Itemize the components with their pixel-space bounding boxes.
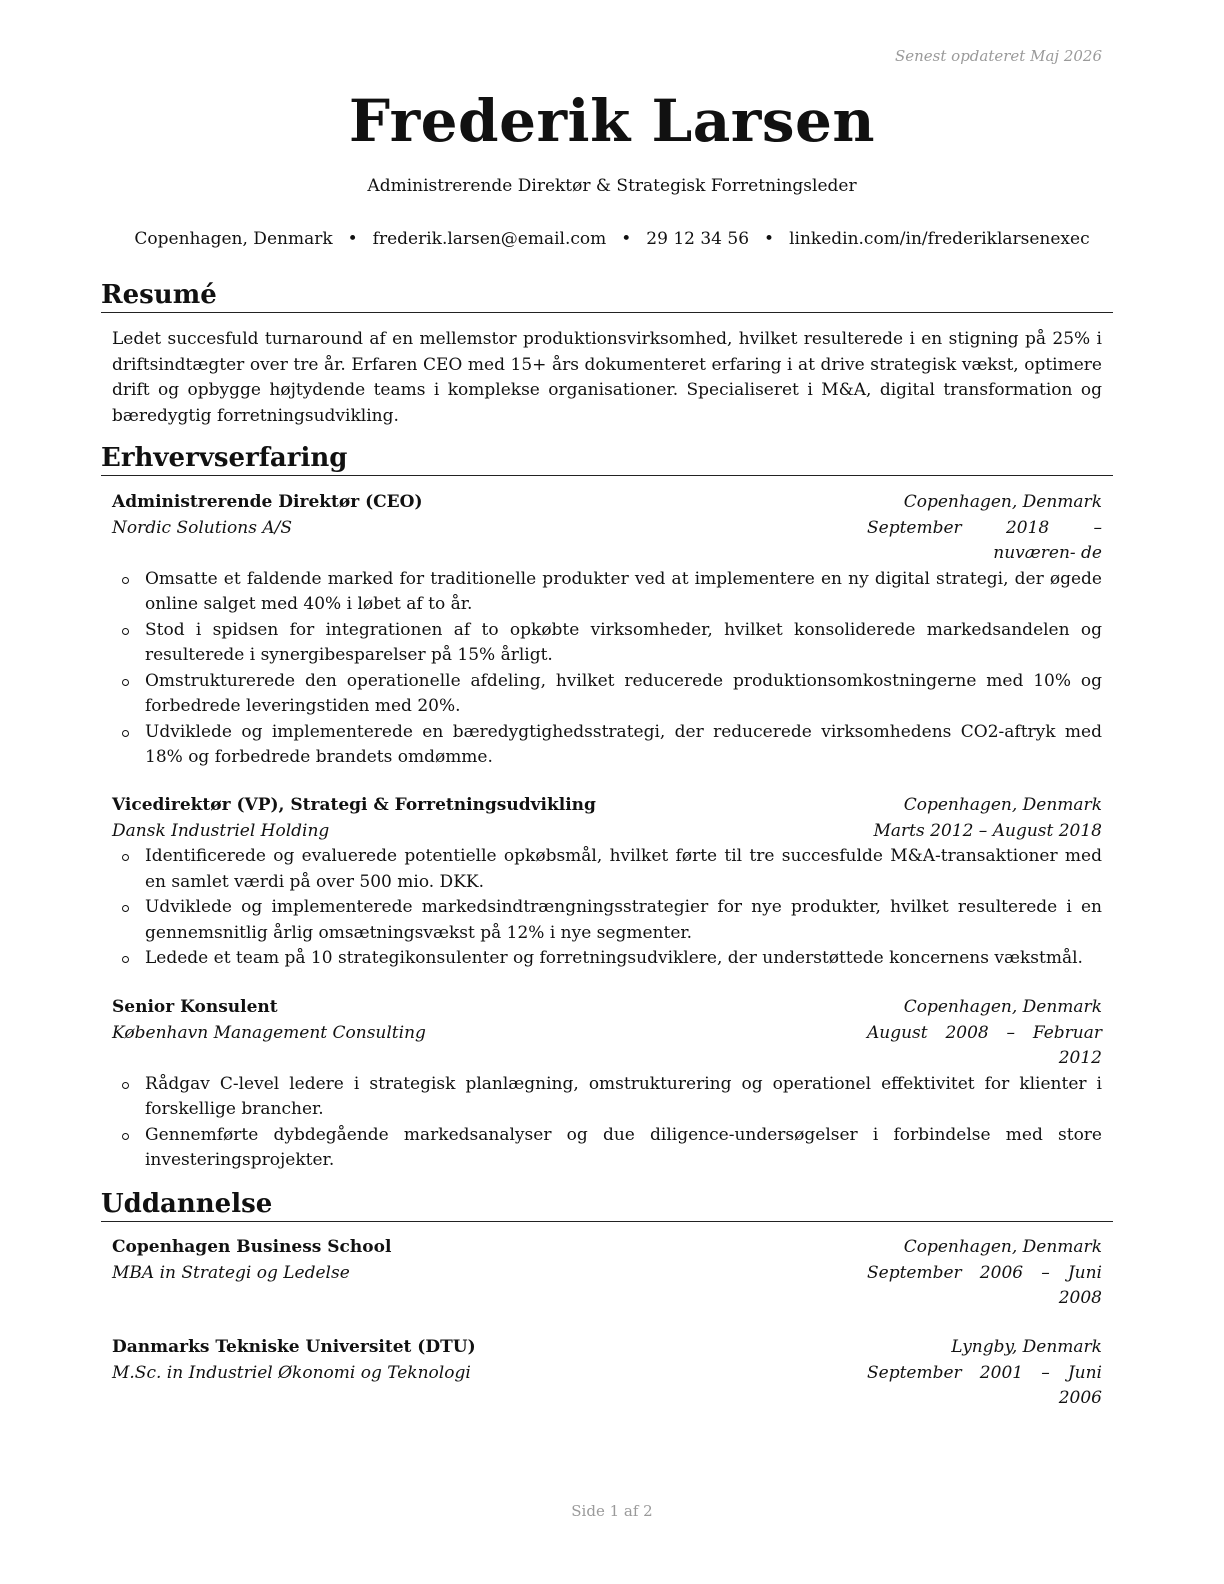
job-location: Copenhagen, Denmark <box>903 492 1102 512</box>
list-item: Stod i spidsen for integrationen af to opkøbte virksomheder, hvilket konsoliderede markedsandelen og resulterede i synergibesparelser på 15% årligt. <box>112 618 1102 669</box>
candidate-subtitle: Administrerende Direktør & Strategisk Forretningsleder <box>367 176 857 196</box>
job-bullets <box>112 567 1102 771</box>
summary-text: Ledet succesfuld turnaround af en mellemstor produktionsvirksomhed, hvilket resulterede i en stigning på 25% i driftsindtægter over tre år. Erfaren CEO med 15+ års dokumenteret erfaring i at drive strategisk vækst, optimere drift og opbygge højtydende teams i komplekse organisationer. Specialiseret i M&A, digital transformation og bæredygtig forretningsudvikling. <box>112 329 1102 426</box>
list-item: Identificerede og evaluerede potentielle opkøbsmål, hvilket førte til tre succesfulde M&A-transaktioner med en samlet værdi på over 500 mio. DKK. <box>112 844 1102 895</box>
contact-line <box>0 229 1224 249</box>
section-heading-experience: Erhvervserfaring <box>101 443 1113 476</box>
bullet-circle-icon <box>122 679 129 686</box>
bullet-circle-icon <box>122 1082 129 1089</box>
job-company: Dansk Industriel Holding <box>112 820 330 841</box>
list-item: Omsatte et faldende marked for traditionelle produkter ved at implementere en ny digital strategi, der øgede online salget med 40% i løbet af to år. <box>112 567 1102 618</box>
education-entry <box>112 1335 1102 1408</box>
job-bullets <box>112 1072 1102 1174</box>
bullet-circle-icon <box>122 1133 129 1140</box>
list-item: Ledede et team på 10 strategikonsulenter og forretningsudviklere, der understøttede koncernens vækstmål. <box>112 946 1102 972</box>
list-item: Udviklede og implementerede en bæredygtighedsstrategi, der reducerede virksomhedens CO2-aftryk med 18% og forbedrede brandets omdømme. <box>112 720 1102 771</box>
degree-name: MBA in Strategi og Ledelse <box>112 1262 350 1283</box>
job-dates: Marts 2012 – August 2018 <box>873 820 1102 841</box>
contact-location: Copenhagen, Denmark <box>134 229 333 249</box>
bullet-circle-icon <box>122 577 129 584</box>
bullet-circle-icon <box>122 854 129 861</box>
job-entry <box>112 490 1102 771</box>
contact-linkedin[interactable]: linkedin.com/in/frederiklarsenexec <box>789 229 1090 249</box>
list-item: Omstrukturerede den operationelle afdeling, hvilket reducerede produktionsomkostningerne med 10% og forbedrede leveringstiden med 20%. <box>112 669 1102 720</box>
school-location: Lyngby, Denmark <box>951 1337 1102 1357</box>
bullet-circle-icon <box>122 905 129 912</box>
list-item: Rådgav C-level ledere i strategisk planlægning, omstrukturering og operationel effektivitet for klienter i forskellige brancher. <box>112 1072 1102 1123</box>
separator-bullet: • <box>621 229 632 249</box>
bullet-circle-icon <box>122 628 129 635</box>
contact-phone: 29 12 34 56 <box>646 229 750 249</box>
school-location: Copenhagen, Denmark <box>903 1237 1102 1257</box>
job-dates: August 2008 – Februar 2012 <box>867 1022 1102 1068</box>
job-title: Administrerende Direktør (CEO) <box>112 492 423 512</box>
job-company: Nordic Solutions A/S <box>112 517 292 538</box>
bullet-circle-icon <box>122 730 129 737</box>
bullet-circle-icon <box>122 956 129 963</box>
job-title: Senior Konsulent <box>112 997 278 1017</box>
job-entry <box>112 793 1102 972</box>
school-name: Danmarks Tekniske Universitet (DTU) <box>112 1337 476 1357</box>
education-dates: September 2006 – Juni 2008 <box>867 1262 1102 1308</box>
candidate-name: Frederik Larsen <box>348 87 876 155</box>
separator-bullet: • <box>764 229 775 249</box>
last-updated: Senest opdateret Maj 2026 <box>894 47 1102 65</box>
page-number: Side 1 af 2 <box>571 1502 653 1520</box>
job-bullets <box>112 844 1102 972</box>
school-name: Copenhagen Business School <box>112 1237 392 1257</box>
job-company: København Management Consulting <box>112 1022 426 1043</box>
job-location: Copenhagen, Denmark <box>903 795 1102 815</box>
contact-email[interactable]: frederik.larsen@email.com <box>372 229 607 249</box>
education-entry <box>112 1235 1102 1308</box>
education-dates: September 2001 – Juni 2006 <box>867 1362 1102 1408</box>
list-item: Udviklede og implementerede markedsindtrængningsstrategier for nye produkter, hvilket resulterede i en gennemsnitlig årlig omsætningsvækst på 12% i nye segmenter. <box>112 895 1102 946</box>
separator-bullet: • <box>347 229 358 249</box>
job-dates: September 2018 – nuværen- de <box>867 517 1102 563</box>
list-item: Gennemførte dybdegående markedsanalyser og due diligence-undersøgelser i forbindelse med store investeringsprojekter. <box>112 1123 1102 1174</box>
section-heading-summary: Resumé <box>101 280 1113 313</box>
job-entry <box>112 995 1102 1174</box>
section-heading-education: Uddannelse <box>101 1189 1113 1222</box>
job-title: Vicedirektør (VP), Strategi & Forretningsudvikling <box>112 795 596 815</box>
degree-name: M.Sc. in Industriel Økonomi og Teknologi <box>112 1362 471 1383</box>
job-location: Copenhagen, Denmark <box>903 997 1102 1017</box>
